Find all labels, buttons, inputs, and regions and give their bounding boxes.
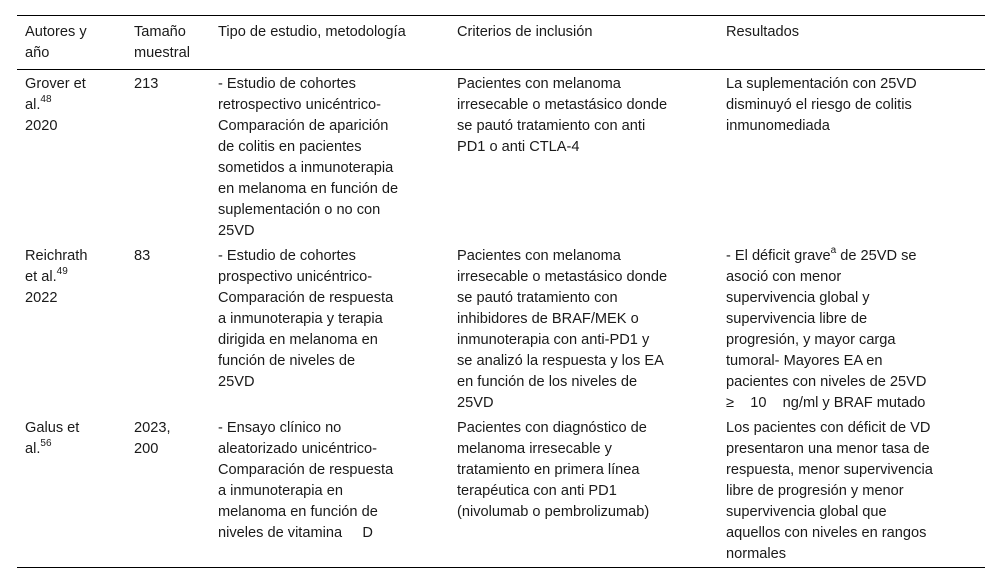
vitamin-d-studies-table xyxy=(17,15,985,568)
sample-cell: 83 xyxy=(134,248,151,264)
design-cell: - Estudio de cohortes prospectivo unicéntrico- Comparación de respuesta a inmunoterapia y terapia dirigida en melanoma en función de niveles de 25VD xyxy=(218,248,394,390)
sample-cell: 2023, 200 xyxy=(134,420,171,457)
results-cell: - El déficit grave$^a$ de 25VD se asoció con menor supervivencia global y supervivencia libre de progresión, y mayor carga tumoral- Mayores EA en pacientes con niveles de 25VD ≥ 10 ng/ml y BRAF mutado xyxy=(726,245,927,411)
design-cell: - Estudio de cohortes retrospectivo unicéntrico- Comparación de aparición de colitis en pacientes sometidos a inmunoterapia en melanoma en función de suplementación o no con 25VD xyxy=(218,76,399,239)
results-cell: Los pacientes con déficit de VD presentaron una menor tasa de respuesta, menor supervivencia libre de progresión y menor supervivencia global que aquellos con niveles en rangos normales xyxy=(726,420,933,562)
table-row xyxy=(17,70,985,243)
author-cell: Reichrath et al.$^{49}$ 2022 xyxy=(25,248,88,306)
author-cell: Galus et al.$^{56}$ xyxy=(25,420,80,457)
footnote-superscript: a xyxy=(830,245,837,257)
header-criteria: Criterios de inclusión xyxy=(457,24,593,40)
header-authors: Autores y año xyxy=(25,24,87,61)
criteria-cell: Pacientes con diagnóstico de melanoma irresecable y tratamiento en primera línea terapéutica con anti PD1 (nivolumab o pembrolizumab) xyxy=(457,420,650,520)
author-cell: Grover et al.$^{48}$ 2020 xyxy=(25,76,86,134)
reference-superscript: 48 xyxy=(40,94,52,106)
criteria-cell: Pacientes con melanoma irresecable o metastásico donde se pautó tratamiento con anti PD1 o anti CTLA-4 xyxy=(457,76,668,155)
sample-cell: 213 xyxy=(134,76,159,92)
header-design: Tipo de estudio, metodología xyxy=(218,24,406,40)
header-row xyxy=(17,16,985,70)
design-cell: - Ensayo clínico no aleatorizado unicéntrico- Comparación de respuesta a inmunoterapia en melanoma en función de niveles de vitamina D xyxy=(218,420,394,541)
table-row xyxy=(17,414,985,567)
results-cell: La suplementación con 25VD disminuyó el riesgo de colitis inmunomediada xyxy=(726,76,917,134)
reference-superscript: 49 xyxy=(56,266,68,278)
reference-superscript: 56 xyxy=(40,438,52,450)
criteria-cell: Pacientes con melanoma irresecable o metastásico donde se pautó tratamiento con inhibidores de BRAF/MEK o inmunoterapia con anti-PD1 y se analizó la respuesta y los EA en función de los niveles de 25VD xyxy=(457,248,668,411)
header-sample: Tamaño muestral xyxy=(134,24,190,61)
header-results: Resultados xyxy=(726,24,800,40)
table-row xyxy=(17,242,985,414)
